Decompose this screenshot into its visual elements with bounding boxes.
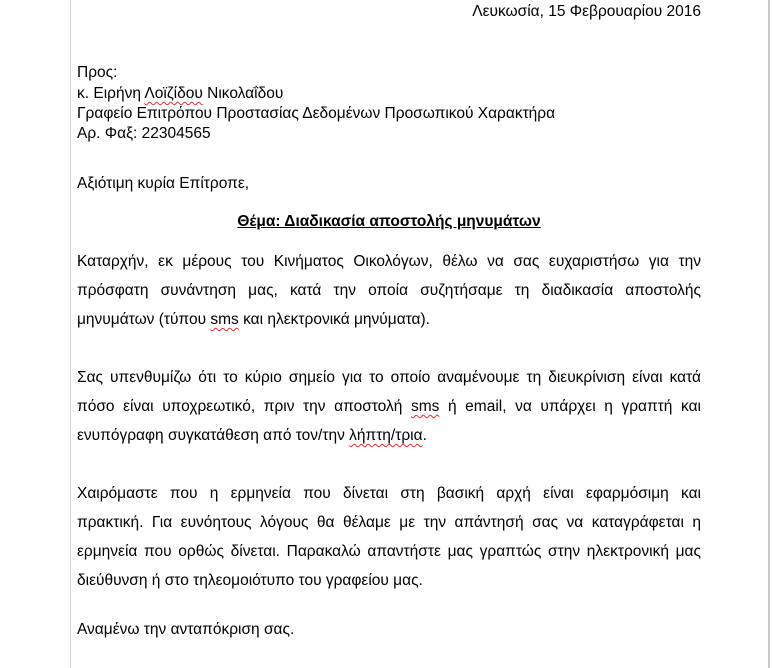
paragraph-line bbox=[77, 305, 701, 334]
paragraph-line: ερμηνεία που ορθώς δίνεται. Παρακαλώ απαντήστε μας γραπτώς στην ηλεκτρονική μας bbox=[77, 543, 701, 560]
closing-line: Αναμένω την ανταπόκριση σας. bbox=[77, 621, 295, 638]
salutation: Αξιότιμη κυρία Επίτροπε, bbox=[77, 175, 250, 192]
letter-date: Λευκωσία, 15 Φεβρουαρίου 2016 bbox=[472, 3, 701, 20]
subject-heading: Θέμα: Διαδικασία αποστολής μηνυμάτων bbox=[237, 213, 541, 230]
paragraph-line: διεύθυνση ή στο τηλεομοιότυπο του γραφείου μας. bbox=[77, 572, 423, 589]
recipient-fax: Αρ. Φαξ: 22304565 bbox=[77, 125, 211, 142]
paragraph-line bbox=[77, 392, 701, 421]
recipient-office: Γραφείο Επιτρόπου Προστασίας Δεδομένων Προσωπικού Χαρακτήρα bbox=[77, 105, 556, 122]
recipient-label: Προς: bbox=[77, 64, 118, 81]
paragraph-thanks bbox=[77, 247, 701, 334]
paragraph-reminder bbox=[77, 363, 701, 450]
recipient-name bbox=[77, 84, 283, 104]
paragraph-interpretation bbox=[77, 479, 701, 595]
page-edge-shadow bbox=[768, 0, 770, 668]
spellcheck-flagged-word[interactable]: Λοϊζίδου bbox=[144, 85, 203, 102]
spellcheck-flagged-word[interactable]: λήπτη/τρια bbox=[349, 427, 423, 444]
paragraph-line: πρόσφατη συνάντηση μας, κατά την οποία συζητήσαμε τη διαδικασία αποστολής bbox=[77, 282, 701, 299]
paragraph-line: Σας υπενθυμίζω ότι το κύριο σημείο για το οποίο αναμένουμε τη διευκρίνιση είναι κατά bbox=[77, 369, 701, 386]
page-margin-guide bbox=[70, 0, 71, 668]
recipient-name-suffix: Νικολαΐδου bbox=[202, 85, 284, 102]
text-run: πόσο είναι υποχρεωτικό, πριν την αποστολή bbox=[77, 398, 411, 415]
text-run: . bbox=[422, 427, 427, 444]
text-run: μηνυμάτων (τύπου bbox=[77, 311, 211, 328]
spellcheck-flagged-word[interactable]: sms bbox=[210, 311, 239, 328]
spellcheck-flagged-word[interactable]: sms bbox=[410, 398, 440, 415]
paragraph-line bbox=[77, 421, 701, 450]
text-run: και ηλεκτρονικά μηνύματα). bbox=[238, 311, 430, 328]
recipient-name-prefix: κ. Ειρήνη bbox=[77, 85, 145, 102]
subject-line bbox=[77, 212, 701, 232]
text-run: ενυπόγραφη συγκατάθεση από τον/την bbox=[77, 427, 350, 444]
text-run: ή email, να υπάρχει η γραπτή και bbox=[439, 398, 701, 415]
paragraph-line: πρακτική. Για ευνόητους λόγους θα θέλαμε με την απάντησή σας να καταγράφεται η bbox=[77, 514, 701, 531]
paragraph-line: Χαιρόμαστε που η ερμηνεία που δίνεται στη βασική αρχή είναι εφαρμόσιμη και bbox=[77, 485, 701, 502]
paragraph-line: Καταρχήν, εκ μέρους του Κινήματος Οικολόγων, θέλω να σας ευχαριστήσω για την bbox=[77, 253, 701, 270]
